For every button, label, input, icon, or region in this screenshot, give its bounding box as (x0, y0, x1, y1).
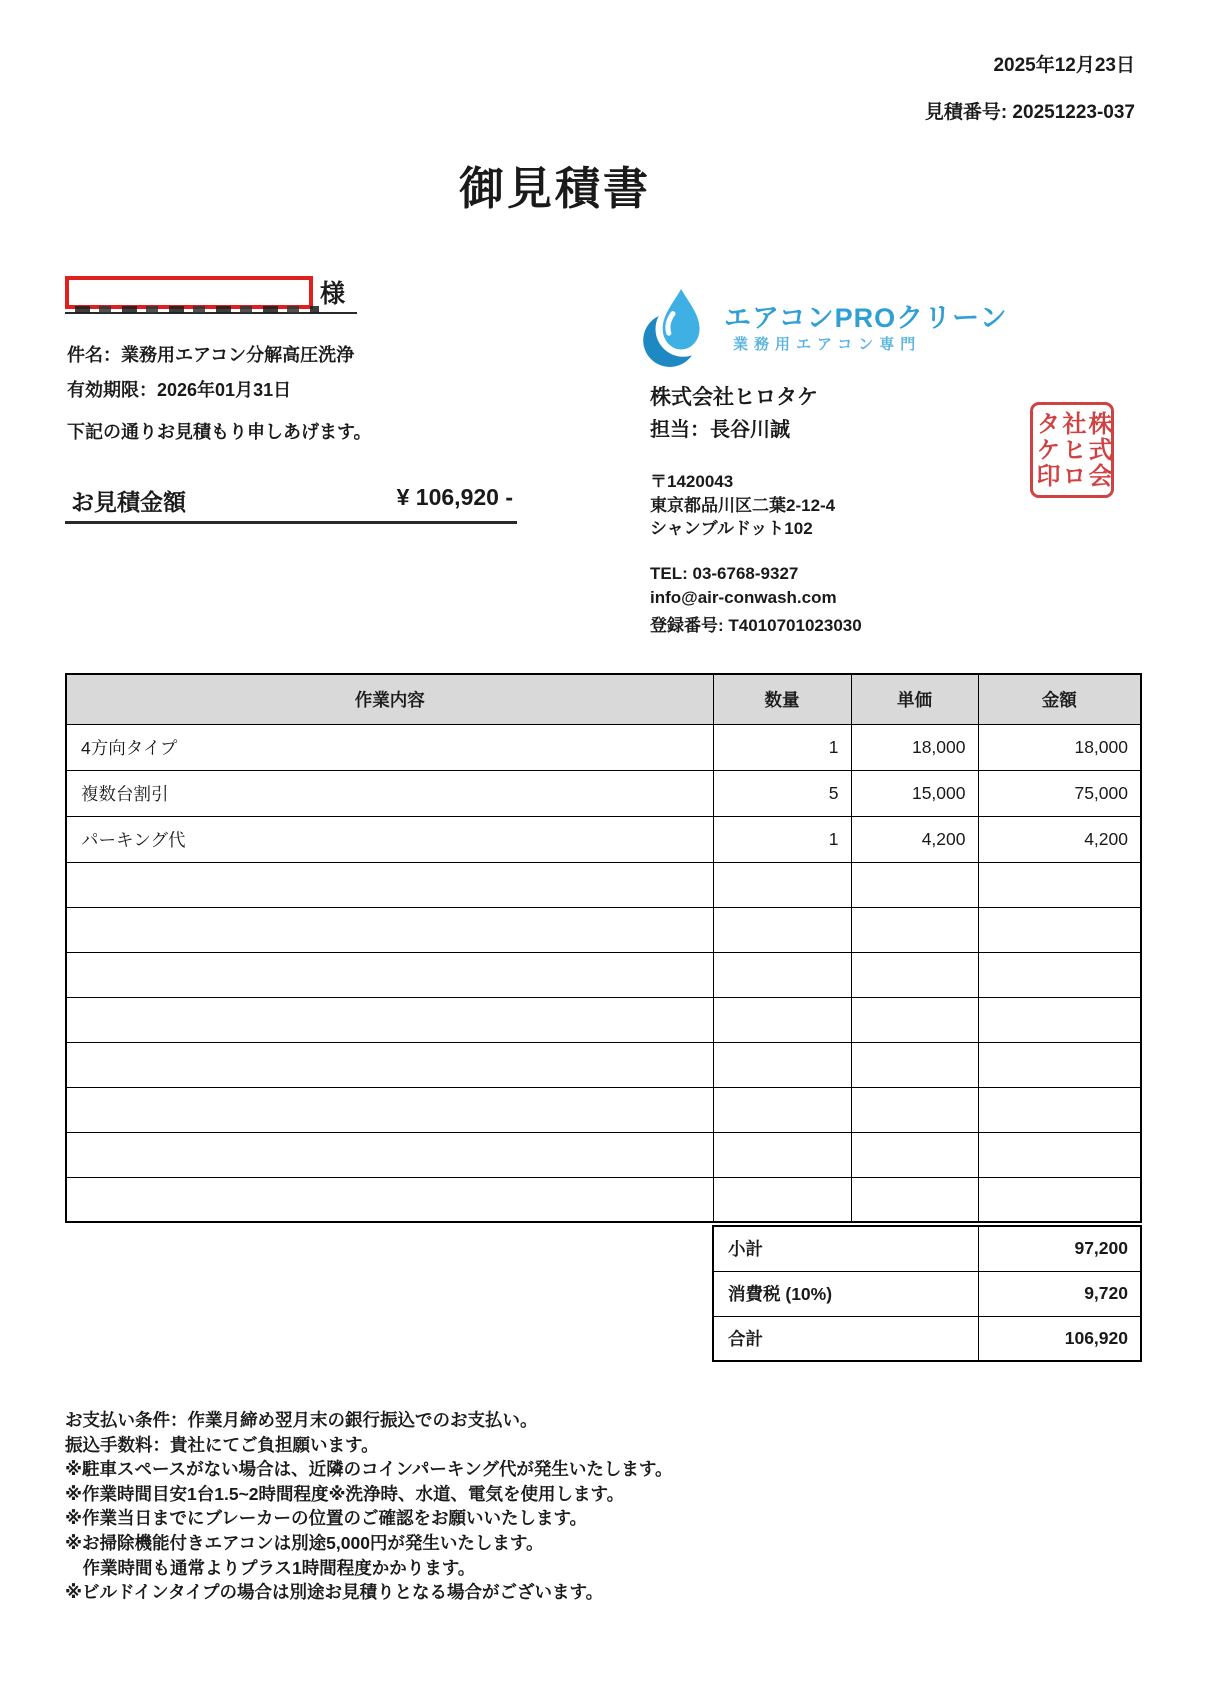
stamp-column-2: 社ヒロ (1058, 411, 1085, 489)
table-row (66, 816, 1141, 862)
table-row-empty (66, 1042, 1141, 1087)
items-table (65, 673, 1142, 1223)
quote-amount-value: ¥ 106,920 - (396, 484, 513, 510)
header-work-description: 作業内容 (66, 674, 713, 724)
table-row-empty (66, 1132, 1141, 1177)
item-quantity: 1 (713, 724, 851, 770)
total-row-grand-total (713, 1316, 1141, 1361)
quote-amount-row (65, 484, 517, 524)
note-line: ※作業当日までにブレーカーの位置のご確認をお願いいたします。 (65, 1508, 588, 1529)
subtotal-label: 小計 (713, 1226, 978, 1271)
subject-line: 件名：業務用エアコン分解高圧洗浄 (67, 345, 355, 365)
address-line-1: 東京都品川区二葉2-12-4 (650, 496, 836, 515)
item-unit-price: 4,200 (851, 816, 978, 862)
item-name: 4方向タイプ (66, 724, 713, 770)
registration-number: 登録番号: T4010701023030 (650, 616, 862, 635)
totals-table (712, 1225, 1142, 1362)
subtotal-value: 97,200 (978, 1226, 1141, 1271)
address-line-2: シャンブルドット102 (650, 519, 813, 538)
item-amount: 18,000 (978, 724, 1141, 770)
quote-amount-label: お見積金額 (71, 489, 186, 515)
logo-subtitle: 業務用エアコン専門 (733, 336, 922, 353)
company-stamp-seal (1030, 402, 1114, 498)
stamp-column-1: 株式会 (1084, 411, 1111, 489)
header-unit-price: 単価 (851, 674, 978, 724)
item-unit-price: 15,000 (851, 770, 978, 816)
note-line: ※お掃除機能付きエアコンは別途5,000円が発生いたします。 (65, 1532, 544, 1553)
stamp-column-3: タケ印 (1032, 411, 1059, 489)
grand-total-label: 合計 (713, 1316, 978, 1361)
table-row-empty (66, 1087, 1141, 1132)
header-amount: 金額 (978, 674, 1141, 724)
table-header-row (66, 674, 1141, 724)
item-amount: 4,200 (978, 816, 1141, 862)
validity-line: 有効期限：2026年01月31日 (67, 380, 292, 400)
total-row-subtotal (713, 1226, 1141, 1271)
customer-name-line (65, 276, 357, 314)
item-name: 複数台割引 (66, 770, 713, 816)
contact-person: 担当：長谷川誠 (650, 419, 790, 441)
note-line: ※駐車スペースがない場合は、近隣のコインパーキング代が発生いたします。 (65, 1459, 673, 1480)
document-date: 2025年12月23日 (993, 55, 1135, 76)
table-row-empty (66, 1177, 1141, 1222)
footer-notes (65, 1408, 1145, 1605)
water-drop-icon (642, 287, 710, 369)
page-title: 御見積書 (458, 163, 651, 214)
email-line: info@air-conwash.com (650, 588, 837, 607)
item-unit-price: 18,000 (851, 724, 978, 770)
item-quantity: 1 (713, 816, 851, 862)
note-line: ※ビルドインタイプの場合は別途お見積りとなる場合がございます。 (65, 1582, 604, 1603)
company-name: 株式会社ヒロタケ (650, 386, 818, 409)
logo-title: エアコンPROクリーン (724, 303, 1008, 333)
item-amount: 75,000 (978, 770, 1141, 816)
note-line: お支払い条件：作業月締め翌月末の銀行振込でのお支払い。 (65, 1410, 538, 1430)
total-row-tax (713, 1271, 1141, 1316)
greeting-line: 下記の通りお見積もり申しあげます。 (67, 422, 372, 442)
tax-value: 9,720 (978, 1271, 1141, 1316)
table-row-empty (66, 997, 1141, 1042)
table-row (66, 770, 1141, 816)
note-line: 振込手数料：貴社にてご負担願います。 (65, 1434, 379, 1455)
tax-label: 消費税 (10%) (713, 1271, 978, 1316)
table-row-empty (66, 952, 1141, 997)
postal-code: 〒1420043 (650, 472, 734, 491)
note-line: 作業時間も通常よりプラス1時間程度かかります。 (65, 1557, 476, 1578)
table-row (66, 724, 1141, 770)
quote-number: 見積番号: 20251223-037 (924, 102, 1135, 123)
header-quantity: 数量 (713, 674, 851, 724)
table-row-empty (66, 862, 1141, 907)
customer-honorific: 様 (320, 280, 346, 308)
tel-line: TEL: 03-6768-9327 (650, 564, 799, 583)
table-row-empty (66, 907, 1141, 952)
grand-total-value: 106,920 (978, 1316, 1141, 1361)
item-name: パーキング代 (66, 816, 713, 862)
item-quantity: 5 (713, 770, 851, 816)
note-line: ※作業時間目安1台1.5~2時間程度※洗浄時、水道、電気を使用します。 (65, 1483, 625, 1504)
customer-name-redaction-box (65, 276, 313, 309)
